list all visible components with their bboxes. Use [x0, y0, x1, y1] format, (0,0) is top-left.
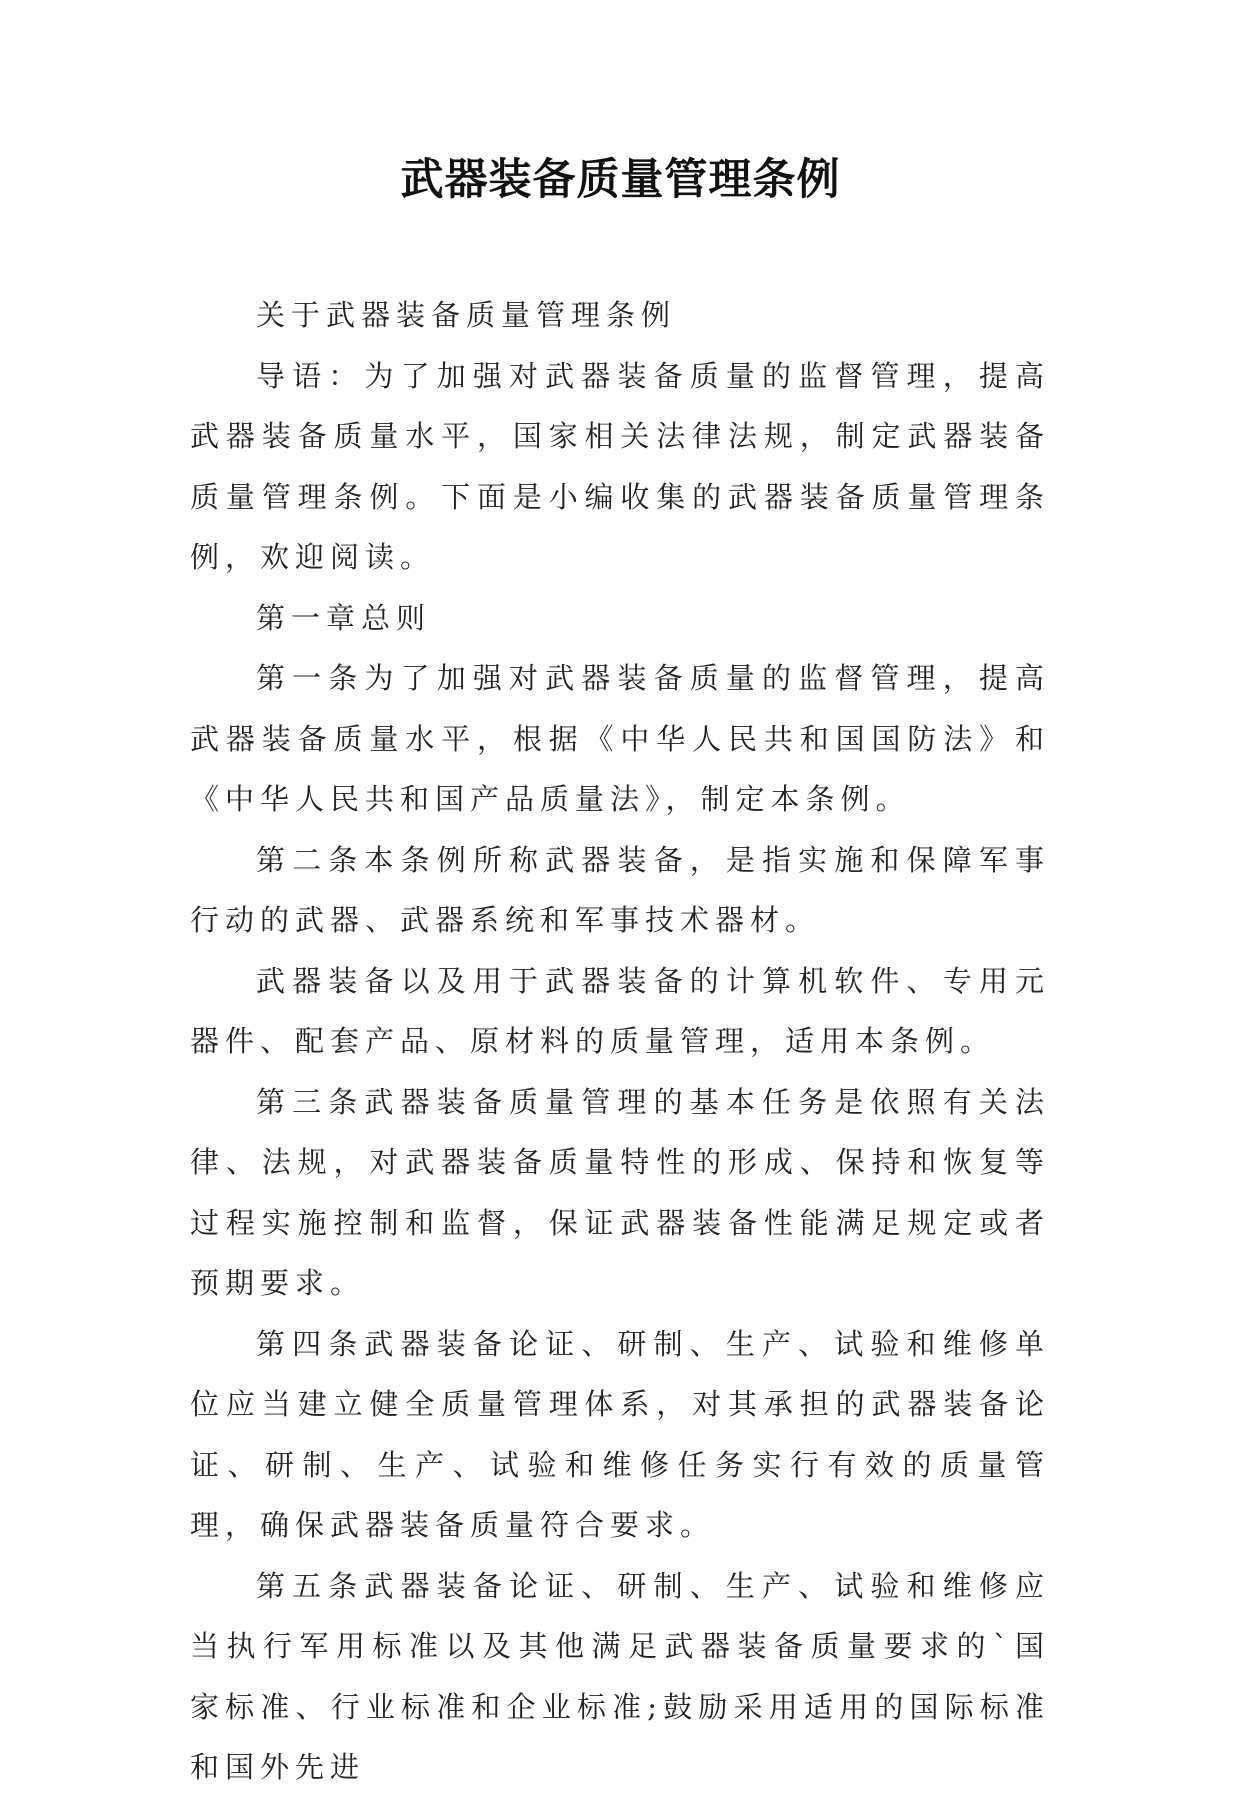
article-2-scope: 武器装备以及用于武器装备的计算机软件、专用元器件、配套产品、原材料的质量管理，适用本条例。 — [190, 963, 1050, 1058]
article-2: 第二条本条例所称武器装备，是指实施和保障军事行动的武器、武器系统和军事技术器材。 — [190, 842, 1050, 937]
document-body — [190, 285, 1050, 1798]
document-title: 武器装备质量管理条例 — [400, 155, 841, 205]
paragraph-intro: 导语：为了加强对武器装备质量的监督管理，提高武器装备质量水平，国家相关法律法规，制定武器装备质量管理条例。下面是小编收集的武器装备质量管理条例，欢迎阅读。 — [190, 358, 1050, 574]
article-5: 第五条武器装备论证、研制、生产、试验和维修应当执行军用标准以及其他满足武器装备质量要求的`国家标准、行业标准和企业标准;鼓励采用适用的国际标准和国外先进 — [190, 1568, 1050, 1784]
paragraph-subject: 关于武器装备质量管理条例 — [256, 298, 677, 332]
article-1: 第一条为了加强对武器装备质量的监督管理，提高武器装备质量水平，根据《中华人民共和国国防法》和《中华人民共和国产品质量法》，制定本条例。 — [190, 661, 1050, 816]
chapter-heading: 第一章总则 — [256, 600, 432, 635]
article-3: 第三条武器装备质量管理的基本任务是依照有关法律、法规，对武器装备质量特性的形成、保持和恢复等过程实施控制和监督，保证武器装备性能满足规定或者预期要求。 — [190, 1084, 1050, 1300]
article-4: 第四条武器装备论证、研制、生产、试验和维修单位应当建立健全质量管理体系，对其承担的武器装备论证、研制、生产、试验和维修任务实行有效的质量管理，确保武器装备质量符合要求。 — [190, 1326, 1050, 1542]
